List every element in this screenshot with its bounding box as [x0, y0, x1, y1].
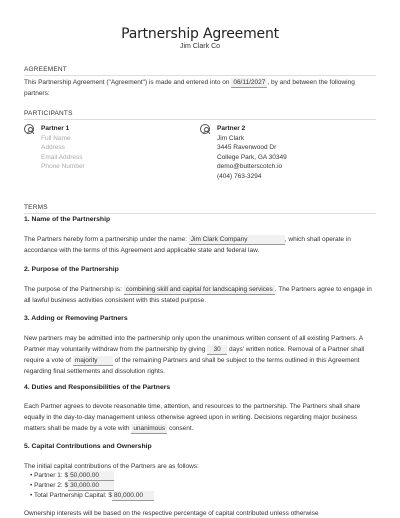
partner1-full-name-field[interactable]: Full Name	[41, 134, 71, 142]
list-item	[30, 481, 154, 491]
terms-divider	[24, 213, 376, 214]
partner1-heading: Partner 1	[41, 125, 70, 132]
total-capital-label: Total Partnership Capital: $	[33, 492, 113, 499]
list-item	[30, 471, 154, 481]
section5-trailing-text: Ownership interests will be based on the respective percentage of capital contributed unless otherwise	[24, 510, 319, 517]
partner1-capital-field[interactable]: 50,000.00	[68, 471, 114, 481]
partner1-email-field[interactable]: Email Address	[41, 153, 83, 161]
document-subtitle: Jim Clark Co	[179, 43, 221, 50]
participants-divider	[24, 119, 376, 120]
partner2-capital-field[interactable]: 30,000.00	[68, 481, 114, 491]
agreement-label: AGREEMENT	[24, 66, 67, 73]
section3-heading: 3. Adding or Removing Partners	[24, 315, 128, 322]
section1-heading: 1. Name of the Partnership	[24, 216, 111, 223]
agreement-date-field[interactable]: 06/11/2027	[233, 79, 266, 86]
decision-vote-field[interactable]: unanimous	[133, 425, 166, 432]
section3-paragraph	[24, 333, 376, 377]
section4-text-2: consent.	[168, 425, 194, 432]
section3-text-1: New partners may be admitted into the partnership only upon the unanimous written consent of all existing Partners. A Partner may voluntarily withdraw from the partnership by giving	[24, 335, 363, 353]
partner1-phone-field[interactable]: Phone Number	[41, 163, 85, 170]
section1-paragraph	[24, 234, 376, 256]
section1-text-before: The Partners hereby form a partnership under the name:	[24, 236, 187, 243]
section4-paragraph	[24, 401, 376, 434]
section2-heading: 2. Purpose of the Partnership	[24, 266, 119, 273]
total-capital-field[interactable]: 80,000.00	[112, 491, 154, 501]
notice-days-field[interactable]: 30	[207, 345, 227, 355]
agreement-text-after: , by and between the following partners:	[24, 79, 355, 97]
partner2-address-line1[interactable]: 3445 Ravenwood Dr	[217, 144, 277, 151]
partnership-name-field[interactable]: Jim Clark Company	[189, 235, 285, 245]
section1-text-after: , which shall operate in accordance with the terms of this Agreement and applicable state and federal law.	[24, 236, 351, 254]
partner1-capital-label: Partner 1: $	[34, 472, 69, 479]
section3-text-3: of the remaining Partners and shall be subject to the terms outlined in this Agreement regarding final settlements and dissolution rights.	[24, 357, 360, 375]
partner2-person-icon	[200, 124, 210, 134]
removal-vote-field[interactable]: majority	[73, 356, 113, 366]
section2-text-before: The purpose of the Partnership is:	[24, 286, 122, 293]
partner2-email-field[interactable]: demo@butterscotch.io	[217, 163, 283, 170]
participants-label: PARTICIPANTS	[24, 110, 73, 117]
partner1-block	[41, 124, 85, 172]
partner2-heading: Partner 2	[217, 125, 246, 132]
section4-heading: 4. Duties and Responsibilities of the Partners	[24, 384, 171, 391]
partner1-person-icon	[24, 124, 34, 134]
agreement-text-before: This Partnership Agreement ("Agreement") is made and entered into on	[24, 79, 230, 86]
list-item	[30, 491, 154, 501]
section5-intro: The initial capital contributions of the Partners are as follows:	[24, 463, 199, 470]
partner1-address-field[interactable]: Address	[41, 144, 65, 151]
partner2-address-line2[interactable]: College Park, GA 30349	[217, 153, 287, 161]
section4-text-1: Each Partner agrees to devote reasonable time, attention, and resources to the partnership. The Partners shall share equally in the day-to-day management unless otherwise agreed upon in writing. Decisions regarding major business matters shall be made by a vote with	[24, 403, 361, 432]
agreement-divider	[24, 75, 376, 76]
section5-heading: 5. Capital Contributions and Ownership	[24, 443, 152, 450]
section2-text-after: . The Partners agree to engage in all lawful business activities consistent with this stated purpose.	[24, 286, 372, 304]
capital-contributions-list	[30, 471, 154, 501]
document-title: Partnership Agreement	[121, 26, 279, 42]
partner2-capital-label: Partner 2: $	[34, 482, 69, 489]
terms-label: TERMS	[24, 204, 48, 211]
partner2-phone-field[interactable]: (404) 763-3294	[217, 172, 262, 180]
partner2-full-name-field[interactable]: Jim Clark	[217, 134, 245, 142]
section3-text-2: days' written notice. Removal of a Partner shall require a vote of	[24, 346, 365, 364]
section2-paragraph	[24, 284, 376, 306]
partner2-block	[217, 124, 287, 181]
partnership-purpose-field[interactable]: combining skill and capital for landscaping services	[125, 286, 273, 293]
agreement-paragraph	[24, 77, 376, 99]
